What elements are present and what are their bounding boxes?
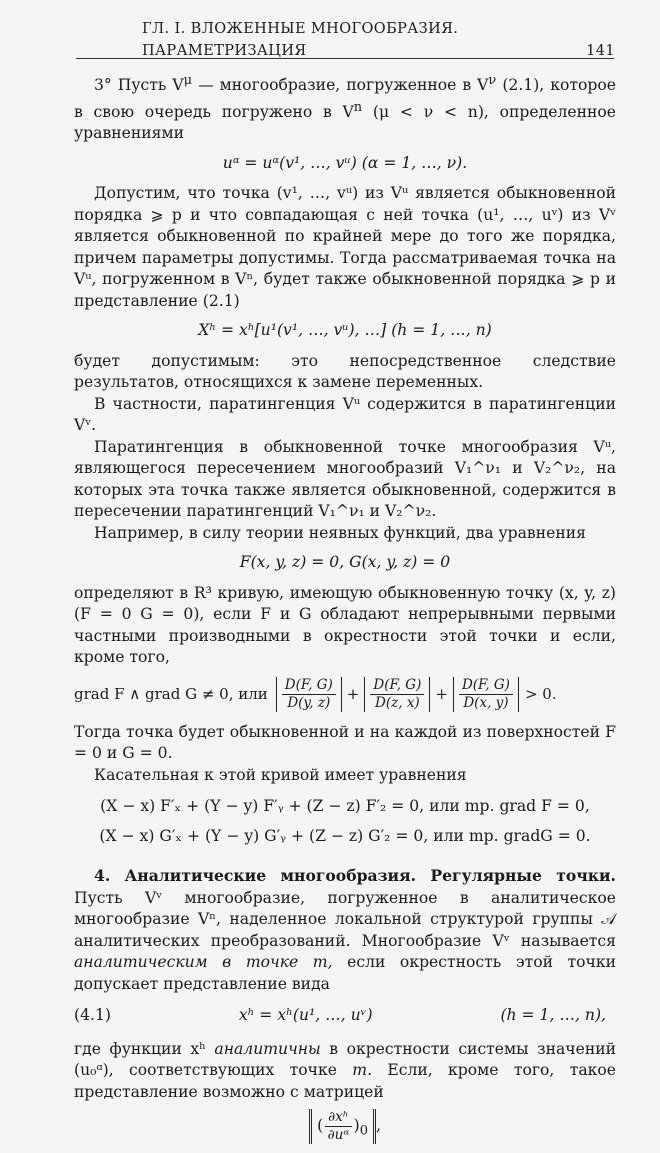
p1-sup-b: ν (488, 73, 497, 88)
paragraph-9: Касательная к этой кривой имеет уравнения (94, 765, 467, 784)
section-4-intro (74, 865, 616, 995)
equation-1: uᵅ = uᵅ(v¹, …, vᵘ) (α = 1, …, ν). (222, 153, 468, 172)
equation-4-1-range: (h = 1, …, n), (500, 1006, 606, 1025)
paragraph-6: Например, в силу теории неявных функций, два уравнения (94, 523, 586, 542)
equation-5: (X − x) F′ₓ + (Y − y) F′ᵧ + (Z − z) F′₂ = 0, или mp. grad F = 0, (100, 797, 590, 816)
page-body (74, 70, 616, 1153)
p1-sup-a: μ (183, 73, 193, 88)
p10-text-c: Если, кроме того, такое представление возможно с матрицей (74, 1061, 616, 1101)
equation-6: (X − x) G′ₓ + (Y − y) G′ᵧ + (Z − z) G′₂ = 0, или mp. gradG = 0. (99, 826, 591, 845)
paragraph-1 (74, 70, 616, 145)
p1-text-a: 3° Пусть V (94, 76, 184, 95)
equation-4-1-body: xʰ = xʰ(u¹, …, uᵛ) (238, 1006, 373, 1025)
header-rule (76, 58, 614, 59)
section-4-term: аналитическим в точке m, (74, 953, 333, 972)
p10-text-b: в окрестности системы значений (u₀ᵅ), соответствующих точке (74, 1039, 617, 1080)
equation-4-1 (74, 1005, 616, 1027)
p10-term: аналитичны (214, 1039, 321, 1058)
jacobian-yz-num: D(F, G) (282, 677, 336, 695)
paragraph-10 (74, 1039, 616, 1104)
section-4-text-1: Пусть Vᵛ многообразие, погруженное в аналитическое многообразие Vⁿ, наделенное локальной структурой группы 𝒜 аналитических преобразований. Многообразие Vᵛ называется (74, 888, 616, 950)
running-title: ГЛ. I. ВЛОЖЕННЫЕ МНОГООБРАЗИЯ. ПАРАМЕТРИЗАЦИЯ (142, 21, 459, 59)
jacobian-zx-den: D(z, x) (375, 694, 420, 711)
jacobian-yz (276, 677, 342, 712)
jacobian-zx-num: D(F, G) (370, 677, 424, 695)
matrix-num: ∂xʰ (325, 1109, 351, 1127)
eq4-lead: grad F ∧ grad G ≠ 0, или (74, 684, 268, 703)
p10-point: m. (352, 1061, 373, 1080)
matrix-norm-bars: ( $\frac{\text{∂xʰ}}{\text{∂uᵅ}}$ )$_0$ (309, 1109, 376, 1144)
jacobian-xy (453, 677, 519, 712)
p1-text-b: — многообразие, погруженное в V (192, 76, 489, 95)
matrix-den: ∂uᵅ (327, 1127, 350, 1144)
equation-3: F(x, y, z) = 0, G(x, y, z) = 0 (239, 553, 451, 572)
eq4-plus-2: + (435, 684, 448, 703)
eq4-tail: > 0. (524, 684, 557, 703)
jacobian-yz-den: D(y, z) (287, 694, 331, 711)
p1-sup-c: n (353, 99, 363, 115)
jacobian-xy-den: D(x, y) (463, 694, 509, 711)
matrix-tail: , (375, 1116, 381, 1135)
section-4-text-2: если окрестность этой точки допускает представление вида (74, 953, 617, 993)
p1-text-c: (2.1), которое в свою очередь погружено в V (74, 76, 616, 121)
equation-4 (74, 677, 616, 712)
paragraph-7: определяют в R³ кривую, имеющую обыкновенную точку (x, y, z) (F = 0 G = 0), если F и G обладают непрерывными первыми частными производными в окрестности этой точки и если, кроме того, (74, 583, 616, 667)
eq4-plus-1: + (346, 684, 360, 703)
page-number: 141 (586, 42, 615, 59)
jacobian-xy-num: D(F, G) (459, 677, 513, 695)
p1-text-d: (μ < ν < n), определенное уравнениями (74, 102, 617, 143)
equation-2: Xʰ = xʰ[u¹(v¹, …, vᵘ), …] (h = 1, …, n) (198, 321, 492, 340)
paragraph-5: Паратингенция в обыкновенной точке многообразия Vᵘ, являющегося пересечением многообразий V₁^ν₁ и V₂^ν₂, на которых эта точка также является обыкновенной, содержится в пересечении паратингенций V₁^ν₁ и V₂^ν₂. (74, 437, 616, 521)
section-4-title: 4. Аналитические многообразия. Регулярные точки. (94, 866, 616, 886)
equation-label-4-1: (4.1) (74, 1006, 111, 1025)
paragraph-8: Тогда точка будет обыкновенной и на каждой из поверхностей F = 0 и G = 0. (74, 722, 616, 763)
paragraph-4: В частности, паратингенция Vᵘ содержится в паратингенции Vᵛ. (74, 394, 616, 435)
p10-text-a: где функции xʰ (74, 1039, 215, 1058)
matrix-sub: 0 (359, 1123, 368, 1139)
paragraph-3: будет допустимым: это непосредственное следствие результатов, относящихся к замене переменных. (74, 351, 616, 392)
paragraph-2: Допустим, что точка (v¹, …, vᵘ) из Vᵘ является обыкновенной порядка ⩾ p и что совпадающая с ней точка (u¹, …, uᵛ) из Vᵛ является обыкновенной по крайней мере до того же порядка, причем параметры допустимы. Тогда рассматриваемая точка на Vᵘ, погруженном в Vⁿ, будет также обыкновенной порядка ⩾ p и представление (2.1) (74, 184, 616, 310)
jacobian-zx (364, 677, 430, 712)
equation-matrix (74, 1109, 616, 1144)
